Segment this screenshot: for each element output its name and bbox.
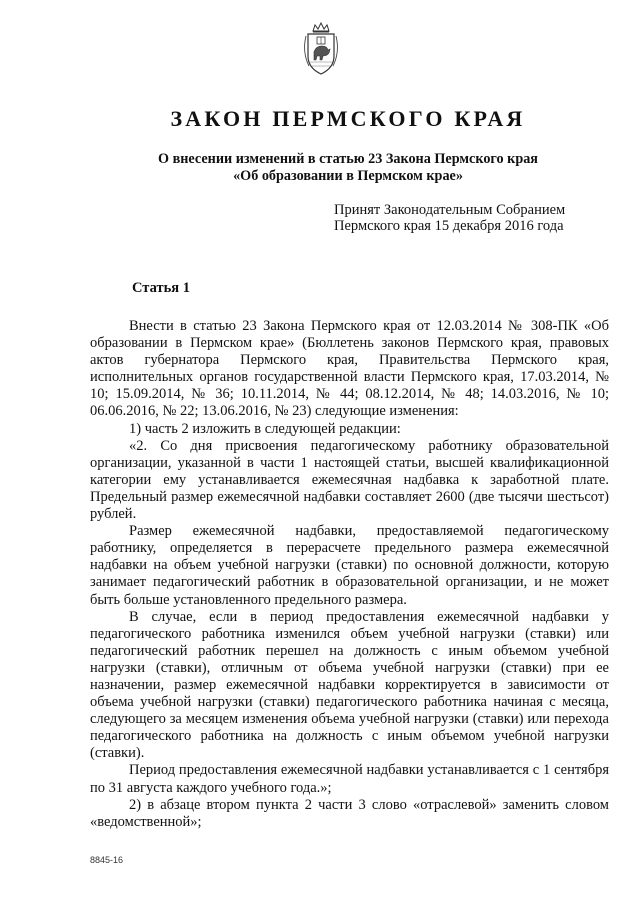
law-title: ЗАКОН ПЕРМСКОГО КРАЯ — [170, 106, 526, 131]
article-paragraph: В случае, если в период предоставления ежемесячной надбавки у педагогического работника изменился объем учебной нагрузки (ставки) или педагогический работник перешел на должность с иным объемом учебной нагрузки (ставки), отличным от объема учебной нагрузки (ставки) при ее назначении, размер ежемесячной надбавки корректируется в зависимости от объема учебной нагрузки (ставки) педагогического работника начиная с месяца, следующего за месяцем изменения объема учебной нагрузки (ставки) или перехода педагогического работника на должность с иным объемом учебной нагрузки (ставки). — [90, 608, 609, 762]
subtitle-line-2: «Об образовании в Пермском крае» — [233, 168, 463, 184]
article-body — [90, 318, 609, 831]
subtitle-line-1: О внесении изменений в статью 23 Закона Пермского края — [158, 151, 538, 167]
document-number: 8845-16 — [90, 855, 124, 865]
article-paragraph: Период предоставления ежемесячной надбавки устанавливается с 1 сентября по 31 августа каждого учебного года.»; — [90, 762, 609, 796]
perm-krai-coat-of-arms-icon — [300, 22, 342, 76]
adoption-line-1: Принят Законодательным Собранием — [334, 202, 566, 218]
article-paragraph: 1) часть 2 изложить в следующей редакции: — [129, 420, 401, 437]
article-paragraph: Внести в статью 23 Закона Пермского края от 12.03.2014 № 308-ПК «Об образовании в Пермском крае» (Бюллетень законов Пермского края, правовых актов губернатора Пермского края, Правительства Пермского края, исполнительных органов государственной власти Пермского края, 17.03.2014, № 10; 15.09.2014, № 36; 10.11.2014, № 44; 08.12.2014, № 48; 14.03.2016, № 10; 06.06.2016, № 22; 13.06.2016, № 23) следующие изменения: — [90, 318, 609, 420]
adoption-line-2: Пермского края 15 декабря 2016 года — [334, 218, 564, 234]
article-paragraph: Размер ежемесячной надбавки, предоставляемой педагогическому работнику, определяется в перерасчете предельного размера ежемесячной надбавки на объем учебной нагрузки (ставки) по основной должности, которую занимает педагогический работник в образовательной организации, и не может быть больше установленного предельного размера. — [90, 523, 609, 608]
law-subtitle — [0, 151, 640, 185]
article-heading: Статья 1 — [132, 280, 190, 296]
adoption-note — [334, 202, 565, 234]
article-paragraph: 2) в абзаце втором пункта 2 части 3 слово «отраслевой» заменить словом «ведомственной»; — [90, 796, 609, 830]
article-paragraph: «2. Со дня присвоения педагогическому работнику образовательной организации, указанной в части 1 настоящей статьи, высшей квалификационной категории ему устанавливается ежемесячная надбавка к заработной плате. Предельный размер ежемесячной надбавки составляет 2600 (две тысячи шестьсот) рублей. — [90, 437, 609, 523]
